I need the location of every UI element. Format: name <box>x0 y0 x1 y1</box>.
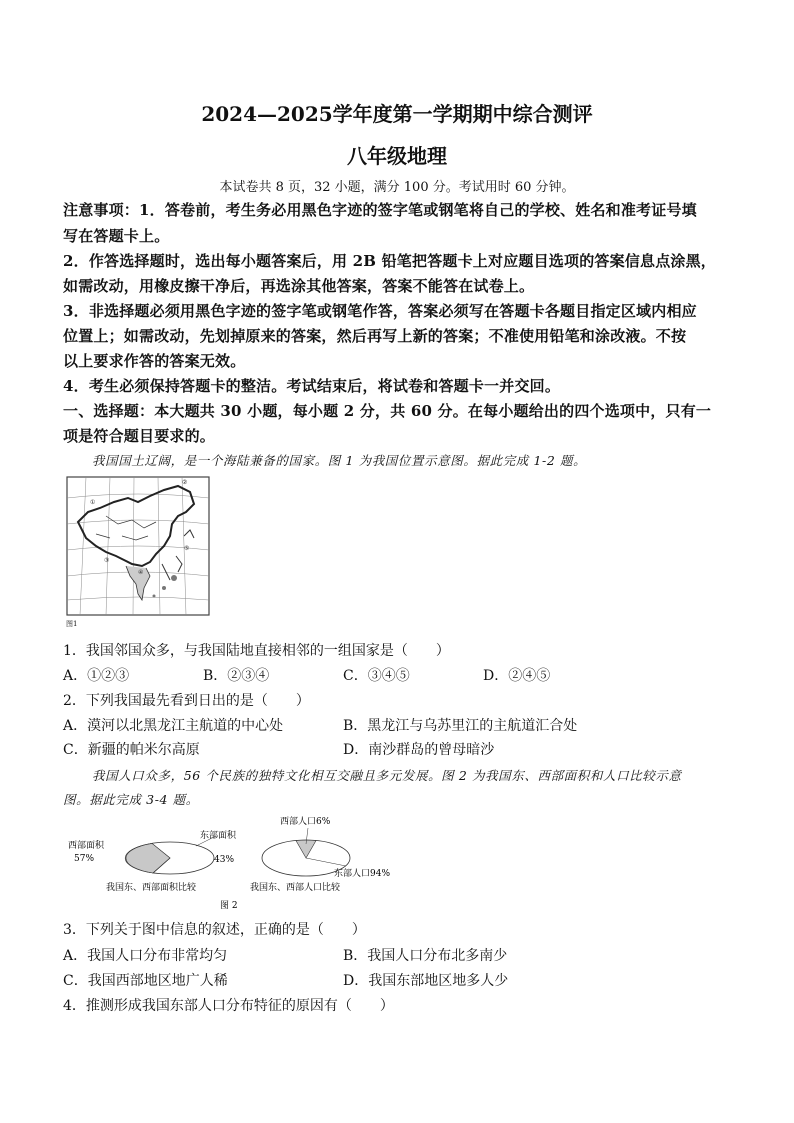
section-heading-line-1: 一、选择题：本大题共 30 小题，每小题 2 分，共 60 分。在每小题给出的四个选项中，只有一 <box>63 402 712 420</box>
question-2-stem: 2．下列我国最先看到日出的是（ ） <box>63 693 310 709</box>
area-pie-chart <box>68 829 237 893</box>
east-area-label: 东部面积 <box>200 831 237 841</box>
notice-line-3: 2．作答选择题时，选出每小题答案后，用 2B 铅笔把答题卡上对应题目选项的答案信息点涂黑， <box>63 252 717 270</box>
question-1-option-d: D．②④⑤ <box>483 668 551 684</box>
question-1-option-c: C．③④⑤ <box>343 668 410 684</box>
notice-line-6: 位置上；如需改动，先划掉原来的答案，然后再写上新的答案；不准使用铅笔和涂改液。不按 <box>63 327 687 345</box>
area-pie-title: 我国东、西部面积比较 <box>106 883 197 893</box>
figure-1-china-location-map <box>66 476 210 616</box>
china-map-graphic <box>66 476 210 616</box>
svg-text:④: ④ <box>138 569 144 576</box>
svg-text:①: ① <box>90 499 96 506</box>
population-pie-title: 我国东、西部人口比较 <box>250 883 341 893</box>
question-4-stem: 4．推测形成我国东部人口分布特征的原因有（ ） <box>63 998 394 1014</box>
section-heading-line-2: 项是符合题目要求的。 <box>63 427 216 445</box>
question-2-option-b: B．黑龙江与乌苏里江的主航道汇合处 <box>343 718 578 734</box>
notice-line-5: 3．非选择题必须用黑色字迹的签字笔或钢笔作答，答案必须写在答题卡各题目指定区域内相应 <box>63 302 697 320</box>
question-3-stem: 3．下列关于图中信息的叙述，正确的是（ ） <box>63 922 366 938</box>
question-2-option-c: C．新疆的帕米尔高原 <box>63 742 200 758</box>
east-population-label: 东部人口94% <box>334 869 391 879</box>
question-2-option-a: A．漠河以北黑龙江主航道的中心处 <box>63 718 284 734</box>
question-3-option-a: A．我国人口分布非常均匀 <box>63 948 228 964</box>
figure-2-svg <box>60 810 420 910</box>
notice-line-7: 以上要求作答的答案无效。 <box>63 352 246 370</box>
svg-text:⑤: ⑤ <box>184 545 190 552</box>
question-1-option-a: A．①②③ <box>63 668 130 684</box>
notice-line-8: 4．考生必须保持答题卡的整洁。考试结束后，将试卷和答题卡一并交回。 <box>63 377 561 395</box>
group-intro-1: 我国国土辽阔，是一个海陆兼备的国家。图 1 为我国位置示意图。据此完成 1-2 题。 <box>92 453 587 468</box>
question-2-option-d: D．南沙群岛的曾母暗沙 <box>343 742 495 758</box>
population-pie-chart <box>250 815 390 893</box>
notice-line-2: 写在答题卡上。 <box>63 227 170 245</box>
question-3-option-b: B．我国人口分布北多南少 <box>343 948 508 964</box>
notice-line-1: 注意事项：1．答卷前，考生务必用黑色字迹的签字笔或钢笔将自己的学校、姓名和准考证号填 <box>63 201 697 219</box>
group-intro-2-line-2: 图。据此完成 3-4 题。 <box>63 792 199 807</box>
group-intro-2-line-1: 我国人口众多，56 个民族的独特文化相互交融且多元发展。图 2 为我国东、西部面积和人口比较示意 <box>92 768 682 783</box>
exam-title: 2024—2025学年度第一学期期中综合测评 <box>201 102 593 126</box>
exam-info: 本试卷共 8 页，32 小题，满分 100 分。考试用时 60 分钟。 <box>219 180 575 195</box>
question-3-option-c: C．我国西部地区地广人稀 <box>63 973 228 989</box>
exam-subject: 八年级地理 <box>347 144 447 168</box>
question-1-option-b: B．②③④ <box>203 668 270 684</box>
figure-2-pie-charts <box>60 810 420 910</box>
figure-1-caption: 图1 <box>66 620 78 628</box>
west-area-label: 西部面积 <box>68 841 105 851</box>
question-3-option-d: D．我国东部地区地多人少 <box>343 973 509 989</box>
west-population-label: 西部人口6% <box>280 817 331 827</box>
notice-line-4: 如需改动，用橡皮擦干净后，再选涂其他答案，答案不能答在试卷上。 <box>63 277 535 295</box>
svg-text:③: ③ <box>104 557 110 564</box>
question-1-stem: 1．我国邻国众多，与我国陆地直接相邻的一组国家是（ ） <box>63 643 450 659</box>
west-area-value: 57% <box>74 854 95 864</box>
svg-text:②: ② <box>182 479 188 486</box>
east-area-value: 43% <box>214 855 235 865</box>
figure-2-caption: 图 2 <box>220 901 238 910</box>
